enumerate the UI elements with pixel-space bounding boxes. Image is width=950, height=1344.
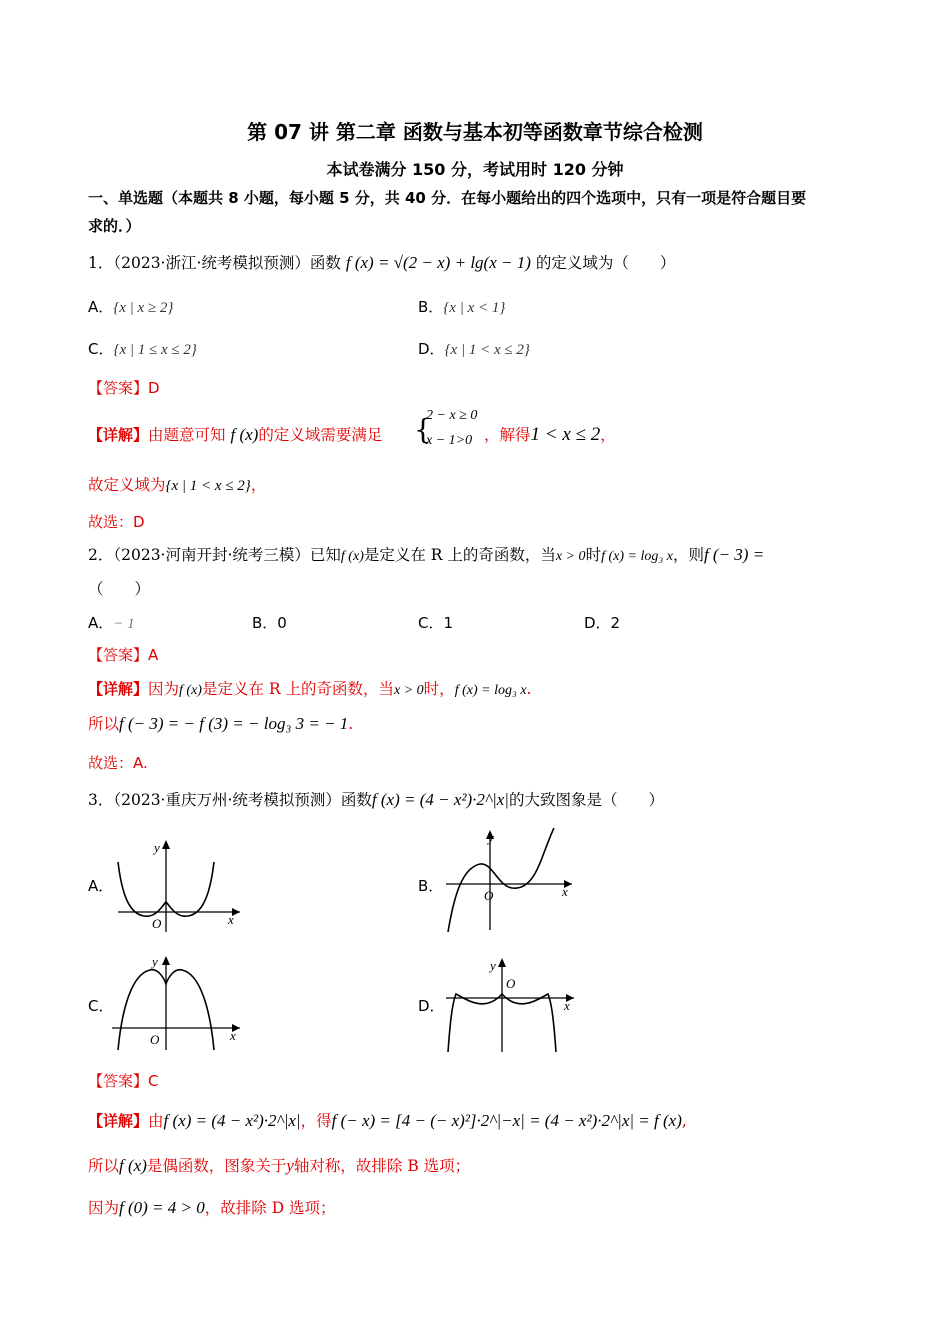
svg-text:y: y [154, 840, 160, 855]
q1-detail: 【详解】由题意可知 f (x)的定义域需要满足 [88, 425, 383, 444]
q3-option-d-label: D． [418, 997, 445, 1015]
q1-option-b: B．{x | x < 1} [418, 298, 506, 316]
section-heading-cont: 求的．） [88, 217, 141, 235]
q2-choose: 故选：A. [88, 754, 148, 772]
q1-solve: ，解得1 < x ≤ 2， [484, 424, 616, 445]
q2-option-d: D．2 [584, 614, 621, 632]
svg-text:x: x [562, 884, 568, 899]
y-axis-arrow [162, 956, 170, 965]
y-axis-arrow [162, 840, 170, 849]
svg-text:y: y [152, 954, 158, 969]
q3-graph-c [108, 952, 248, 1052]
svg-text:x: x [230, 1028, 236, 1043]
q2-detail: 【详解】因为f (x)是定义在 R 上的奇函数，当x > 0时，f (x) = log₃ x. [88, 680, 532, 698]
q3-detail: 【详解】由f (x) = (4 − x²)·2^|x|，得f (− x) = [4 − (− x)²]·2^|−x| = (4 − x²)·2^|x| = f (x), [88, 1111, 687, 1130]
q1-answer: 【答案】D [88, 379, 160, 397]
q2-option-c: C．1 [418, 614, 454, 632]
q1-option-d: D．{x | 1 < x ≤ 2} [418, 340, 530, 358]
q1-option-a: A．{x | x ≥ 2} [88, 298, 174, 316]
question-3: 3．（2023·重庆万州·统考模拟预测）函数f (x) = (4 − x²)·2^|x|的大致图象是（ ） [88, 790, 664, 809]
q3-even: 所以f (x)是偶函数，图象关于y轴对称，故排除 B 选项； [88, 1156, 471, 1175]
q3-graph-b [440, 826, 580, 934]
question-2-paren: （ ） [88, 580, 151, 598]
curve [448, 828, 554, 932]
q3-answer: 【答案】C [88, 1072, 159, 1090]
question-2: 2．（2023·河南开封·统考三模）已知f (x)是定义在 R 上的奇函数，当x > 0时f (x) = log₃ x，则f (− 3) = [88, 545, 765, 564]
q1-conclusion: 故定义域为{x | 1 < x ≤ 2}， [88, 476, 267, 494]
svg-text:y: y [490, 958, 496, 973]
question-1: 1．（2023·浙江·统考模拟预测）函数 f (x) = √(2 − x) + lg(x − 1) 的定义域为（ ） [88, 253, 676, 272]
q2-option-a: A．− 1 [88, 614, 135, 632]
section-heading: 一、单选题（本题共 8 小题，每小题 5 分，共 40 分．在每小题给出的四个选项中，只有一项是符合题目要 [88, 189, 807, 207]
svg-text:x: x [564, 998, 570, 1013]
y-axis-arrow [498, 958, 506, 967]
q1-system: { 2 − x ≥ 0 x − 1>0 [414, 408, 478, 448]
q3-zero: 因为f (0) = 4 > 0，故排除 D 选项； [88, 1198, 336, 1217]
q1-option-c: C．{x | 1 ≤ x ≤ 2} [88, 340, 197, 358]
svg-text:O: O [484, 888, 494, 903]
q1-choose: 故选：D [88, 513, 145, 531]
svg-text:O: O [150, 1032, 160, 1047]
q3-option-a-label: A． [88, 877, 114, 895]
q3-graph-a [108, 836, 248, 936]
svg-text:y: y [488, 830, 494, 845]
q2-answer: 【答案】A [88, 646, 159, 664]
q1-formula: f (x) = √(2 − x) + lg(x − 1) [345, 253, 531, 272]
page-title: 第 07 讲 第二章 函数与基本初等函数章节综合检测 [247, 120, 703, 144]
q3-graph-d [440, 954, 580, 1054]
svg-text:O: O [152, 916, 162, 931]
q3-option-c-label: C． [88, 997, 114, 1015]
q2-option-b: B．0 [252, 614, 287, 632]
q2-so: 所以f (− 3) = − f (3) = − log₃ 3 = − 1. [88, 714, 354, 733]
q3-formula: f (x) = (4 − x²)·2^|x| [371, 790, 509, 809]
q3-option-b-label: B． [418, 877, 444, 895]
page-subtitle: 本试卷满分 150 分，考试用时 120 分钟 [326, 160, 624, 179]
svg-text:x: x [228, 912, 234, 927]
svg-text:O: O [506, 976, 516, 991]
